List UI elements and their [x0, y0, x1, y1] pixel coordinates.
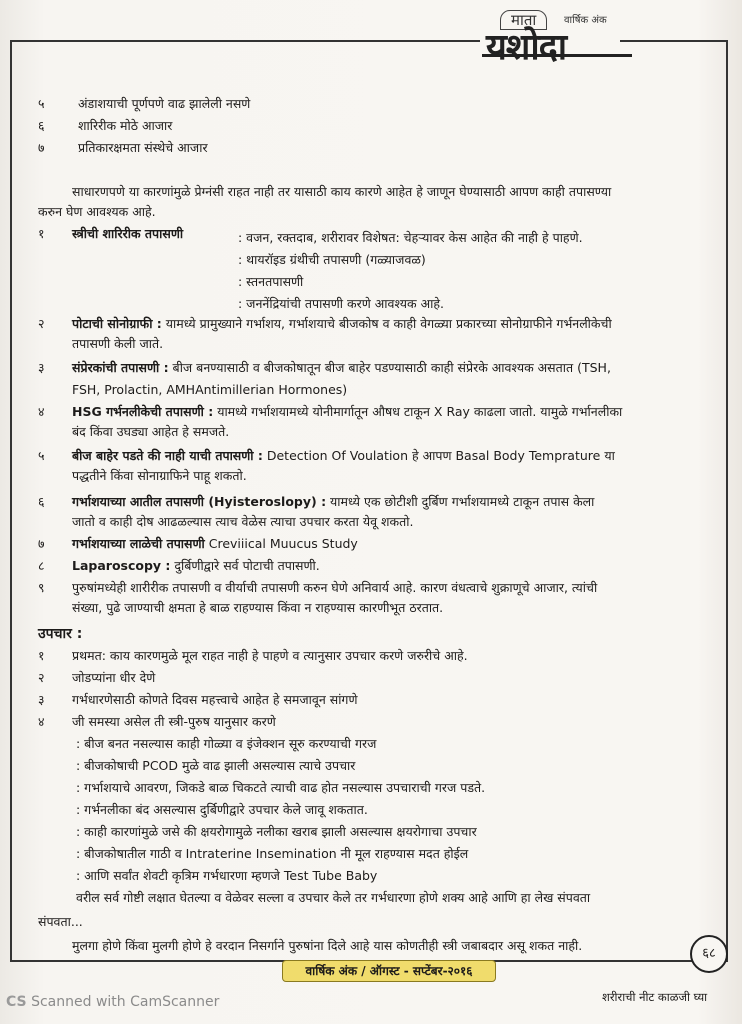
frame-border-top [10, 40, 480, 42]
test-4-number: ४ [38, 404, 45, 419]
closing-line-3: मुलगा होणे किंवा मुलगी होणे हे वरदान निसर्गाने पुरुषांना दिले आहे यास कोणतीही स्त्री जबाबदार असू शकत नाही. [72, 938, 583, 953]
cause-5-number: ५ [38, 96, 45, 111]
test-3-number: ३ [38, 360, 45, 375]
test-1-sub-4: : जननेंद्रियांची तपासणी करणे आवश्यक आहे. [238, 296, 444, 311]
test-1-number: १ [38, 226, 45, 241]
treatment-sub-4: : गर्भनलीका बंद असल्यास दुर्बिणीद्वारे उपचार केले जावू शकतात. [76, 802, 368, 817]
test-9-text-1: पुरुषांमध्येही शारीरीक तपासणी व वीर्याची तपासणी करुन घेणे अनिवार्य आहे. कारण वंधत्वाचे शुक्राणूचे आजार, त्यांची [72, 580, 598, 595]
test-6-line-1 [72, 494, 594, 510]
cause-5-text: अंडाशयाची पूर्णपणे वाढ झालेली नसणे [78, 96, 251, 111]
camscanner-text: Scanned with CamScanner [31, 994, 220, 1010]
test-3-line-1 [72, 360, 611, 376]
treatment-3-number: ३ [38, 692, 45, 707]
frame-border-left [10, 40, 12, 960]
camscanner-watermark [6, 994, 219, 1010]
test-2-title: पोटाची सोनोग्राफी : [72, 316, 162, 331]
test-9-number: ९ [38, 580, 45, 595]
test-7-number: ७ [38, 536, 45, 551]
test-7-text-1: Creviiical Muucus Study [204, 536, 358, 551]
logo-mata: माता [500, 10, 547, 30]
treatment-2-text: जोडप्यांना धीर देणे [72, 670, 156, 685]
treatment-4-number: ४ [38, 714, 45, 729]
test-3-text-1: बीज बनण्यासाठी व बीजकोषातून बीज बाहेर पडण्यासाठी काही संप्रेरके आवश्यक असतात (TSH, [168, 360, 611, 375]
logo-title: यशोदा [486, 27, 567, 68]
test-6-text-2: जातो व काही दोष आढळल्यास त्याच वेळेस त्याचा उपचार करता येवू शकतो. [72, 514, 414, 529]
test-9-text-2: संख्या, पुढे जाण्याची क्षमता हे बाळ राहण्यास किंवा न राहण्यास कारणीभूत ठरतात. [72, 600, 444, 615]
cause-6-text: शारिरीक मोठे आजार [78, 118, 173, 133]
test-1-title: स्त्रीची शारिरीक तपासणी [72, 226, 184, 241]
cause-7-number: ७ [38, 140, 45, 155]
treatment-sub-7: : आणि सर्वांत शेवटी कृत्रिम गर्भधारणा म्हणजे Test Tube Baby [76, 868, 378, 883]
treatment-heading: उपचार : [38, 626, 83, 642]
test-6-number: ६ [38, 494, 45, 509]
treatment-sub-6: : बीजकोषातील गाठी व Intraterine Insemination नी मूल राहण्यास मदत होईल [76, 846, 469, 861]
test-6-title: गर्भाशयाच्या आतील तपासणी (Hyisteroslopy) : [72, 494, 327, 509]
treatment-1-number: १ [38, 648, 45, 663]
footer-right-text: शरीराची नीट काळजी घ्या [602, 990, 708, 1004]
cause-6-number: ६ [38, 118, 45, 133]
test-5-text-2: पद्धतीने किंवा सोनाग्राफिने पाहू शकतो. [72, 468, 247, 483]
logo-varshik-ank: वार्षिक अंक [564, 15, 607, 26]
test-4-title: HSG गर्भनलीकेची तपासणी : [72, 404, 214, 419]
intro-line-1: साधारणपणे या कारणांमुळे प्रेग्नंसी राहत नाही तर यासाठी काय कारणे आहेत हे जाणून घेण्यासाठी आपण काही तपासण्या [72, 184, 612, 199]
frame-border-top-right [620, 40, 728, 42]
test-4-text-2: बंद किंवा उघड्या आहेत हे समजते. [72, 424, 230, 439]
issue-footer-label: वार्षिक अंक / ऑगस्ट - सप्टेंबर-२०१६ [282, 960, 496, 982]
frame-border-right [726, 40, 728, 960]
treatment-sub-5: : काही कारणांमुळे जसे की क्षयरोगामुळे नलीका खराब झाली असल्यास क्षयरोगाचा उपचार [76, 824, 477, 839]
intro-line-2: करुन घेण आवश्यक आहे. [38, 204, 156, 219]
test-4-text-1: यामध्ये गर्भाशयामध्ये योनीमार्गातून औषध टाकून X Ray काढला जातो. यामुळे गर्भानलीका [213, 404, 623, 419]
test-2-text-2: तपासणी केली जाते. [72, 336, 164, 351]
treatment-1-text: प्रथमत: काय कारणमुळे मूल राहत नाही हे पाहणे व त्यानुसार उपचार करणे जरुरीचे आहे. [72, 648, 468, 663]
test-7-title: गर्भाशयाच्या लाळेची तपासणी [72, 536, 205, 551]
treatment-sub-1: : बीज बनत नसल्यास काही गोळ्या व इंजेक्शन सूरु करण्याची गरज [76, 736, 377, 751]
test-8-title: Laparoscopy : [72, 558, 171, 573]
test-1-sub-3: : स्तनतपासणी [238, 274, 304, 289]
test-3-text-2: FSH, Prolactin, AMHAntimillerian Hormones) [72, 382, 348, 397]
test-2-text-1: यामध्ये प्रामुख्याने गर्भाशय, गर्भाशयाचे बीजकोष व काही वेगळ्या प्रकारच्या सोनोग्राफीने गर्भनलीकेची [161, 316, 612, 331]
test-1-sub-2: : थायरॉइड ग्रंथीची तपासणी (गळ्याजवळ) [238, 252, 426, 267]
test-5-number: ५ [38, 448, 45, 463]
test-1-sub-1: : वजन, रक्तदाब, शरीरावर विशेषत: चेहऱ्यावर केस आहेत की नाही हे पाहणे. [238, 230, 583, 245]
closing-line-2: संपवता... [38, 914, 83, 929]
test-8-number: ८ [38, 558, 45, 573]
test-4-line-1 [72, 404, 622, 420]
treatment-sub-3: : गर्भाशयाचे आवरण, जिकडे बाळ चिकटते त्याची वाढ होत नसल्यास उपचाराची गरज पडते. [76, 780, 486, 795]
test-3-title: संप्रेरकांची तपासणी : [72, 360, 169, 375]
treatment-4-text: जी समस्या असेल ती स्त्री-पुरुष यानुसार करणे [72, 714, 276, 729]
test-5-text-1: Detection Of Voulation हे आपण Basal Body Temprature या [262, 448, 615, 463]
test-7-line-1 [72, 536, 358, 552]
test-5-line-1 [72, 448, 615, 464]
treatment-3-text: गर्भधारणेसाठी कोणते दिवस महत्त्वाचे आहेत हे समजावून सांगणे [72, 692, 358, 707]
treatment-2-number: २ [38, 670, 45, 685]
test-2-number: २ [38, 316, 45, 331]
test-8-line-1 [72, 558, 320, 574]
magazine-logo [482, 10, 632, 72]
camscanner-logo: CS [6, 994, 27, 1010]
closing-line-1: वरील सर्व गोष्टी लक्षात घेतल्या व वेळेवर सल्ला व उपचार केले तर गर्भधारणा होणे शक्य आहे आणि हा लेख संपवता [76, 890, 591, 905]
logo-underline [482, 54, 632, 57]
cause-7-text: प्रतिकारक्षमता संस्थेचे आजार [78, 140, 208, 155]
page-number-badge: ६८ [690, 935, 728, 973]
test-6-text-1: यामध्ये एक छोटीशी दुर्बिण गर्भाशयामध्ये टाकून तपास केला [326, 494, 595, 509]
test-8-text-1: दुर्बिणीद्वारे सर्व पोटाची तपासणी. [170, 558, 320, 573]
test-2-line-1 [72, 316, 612, 332]
test-5-title: बीज बाहेर पडते की नाही याची तपासणी : [72, 448, 263, 463]
treatment-sub-2: : बीजकोषाची PCOD मुळे वाढ झाली असल्यास त्याचे उपचार [76, 758, 356, 773]
